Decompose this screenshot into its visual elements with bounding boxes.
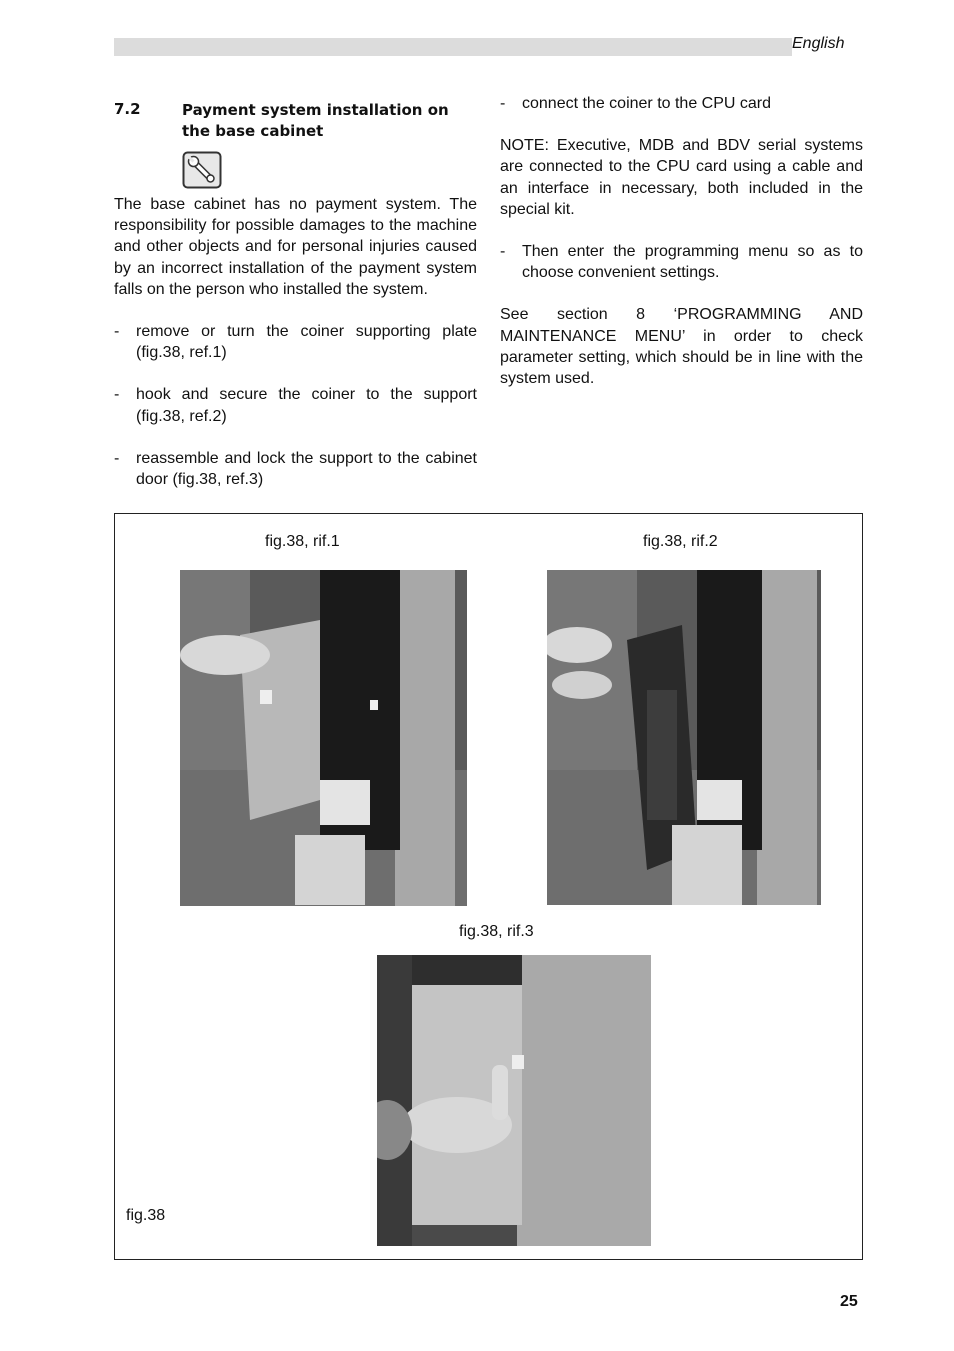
figure-caption-1: fig.38, rif.1 [265,533,340,550]
section-number: 7.2 [114,100,141,118]
list-item: - remove or turn the coiner supporting plate (fig.38, ref.1) [114,321,477,363]
step-text: hook and secure the coiner to the support (fig.38, ref.2) [136,386,477,425]
photo-fig38-ref1 [180,570,467,906]
wrench-icon [182,151,222,189]
photo-fig38-ref2 [547,570,821,905]
figure-frame [114,513,863,1260]
list-item: - hook and secure the coiner to the support (fig.38, ref.2) [114,384,477,426]
see-section-paragraph: See section 8 ‘PROGRAMMING AND MAINTENANCE MENU’ in order to check parameter setting, which should be in line with the system used. [500,306,863,388]
intro-paragraph: The base cabinet has no payment system. The responsibility for possible damages to the machine and other objects and for personal injuries caused by an incorrect installation of the payment system falls on the person who installed the system. [114,196,477,298]
page-number: 25 [840,1293,858,1310]
photo-fig38-ref3 [377,955,651,1246]
section-title: Payment system installation on the base cabinet [182,101,449,140]
left-column [114,194,477,490]
list-item: - reassemble and lock the support to the cabinet door (fig.38, ref.3) [114,448,477,490]
header-bar [114,38,792,56]
figure-caption-3: fig.38, rif.3 [459,923,534,940]
figure-caption-2: fig.38, rif.2 [643,533,718,550]
note-paragraph: NOTE: Executive, MDB and BDV serial systems are connected to the CPU card using a cable and an interface in necessary, both included in the special kit. [500,137,863,218]
step-text: remove or turn the coiner supporting plate (fig.38, ref.1) [136,323,477,362]
step-text: connect the coiner to the CPU card [522,95,772,112]
figure-label: fig.38 [126,1207,166,1224]
header-language: English [792,35,845,52]
list-item: - Then enter the programming menu so as to choose convenient settings. [500,241,863,283]
right-column [500,93,863,389]
step-text: reassemble and lock the support to the cabinet door (fig.38, ref.3) [136,449,477,489]
step-text: Then enter the programming menu so as to choose convenient settings. [522,243,863,282]
list-item: - connect the coiner to the CPU card [500,93,863,114]
